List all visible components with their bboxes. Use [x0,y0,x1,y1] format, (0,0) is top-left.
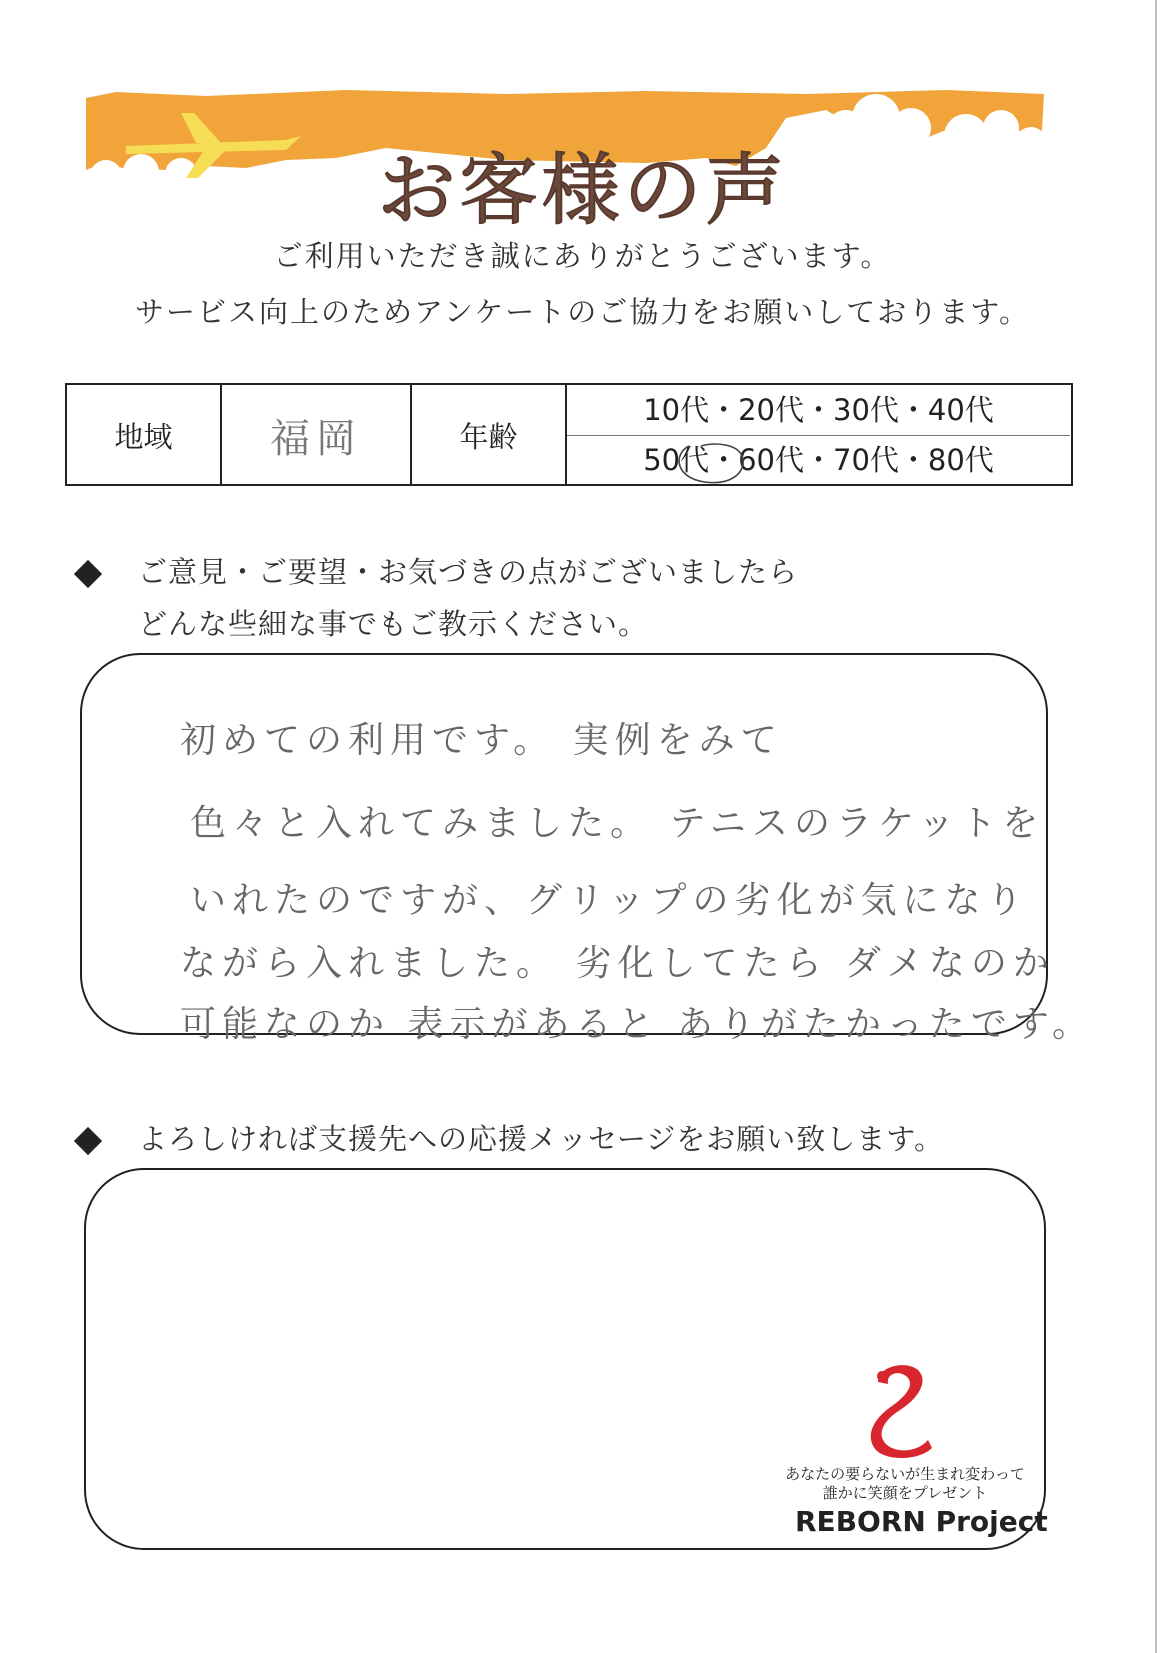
answer-line-5: 可能なのか 表示があると ありがたかったです。 [180,1004,1095,1045]
age-options-cell[interactable] [567,385,1070,484]
answer-line-1: 初めての利用です。 実例をみて [180,720,783,761]
logo-tagline-2: 誰かに笑顔をプレゼント [822,1484,988,1502]
region-value-cell[interactable] [222,385,412,484]
reborn-logo-icon [866,1360,938,1460]
question-1-line-1: ご意見・ご要望・お気づきの点がございましたら [138,555,799,589]
answer-line-4: ながら入れました。 劣化してたら ダメなのか [180,943,1055,984]
logo-tagline-1: あなたの要らないが生まれ変わって [785,1465,1025,1483]
logo-name: REBORN Project [795,1505,1048,1538]
age-label: 年齢 [459,420,518,454]
question-1-line-2: どんな些細な事でもご教示ください。 [138,607,649,641]
intro-line-1: ご利用いただき誠にありがとうございます。 [273,239,892,273]
answer-line-3: いれたのですが、グリップの劣化が気になり [190,880,1029,921]
page-title: お客様の声 [377,146,788,236]
intro-line-2: サービス向上のためアンケートのご協力をお願いしております。 [135,295,1030,329]
answer-line-2: 色々と入れてみました。 テニスのラケットを [190,803,1045,844]
question-2-line-1: よろしければ支援先への応援メッセージをお願い致します。 [138,1122,944,1156]
diamond-bullet-icon [74,1127,102,1155]
age-options-row-2: 50代・60代・70代・80代 [643,443,994,477]
diamond-bullet-icon [74,560,102,588]
region-value: 福岡 [270,416,362,462]
region-label: 地域 [114,420,173,454]
selected-age-circle [675,440,749,486]
info-table [65,383,1073,486]
age-options-row-1: 10代・20代・30代・40代 [643,393,994,427]
region-label-cell [67,385,222,484]
age-label-cell [412,385,567,484]
